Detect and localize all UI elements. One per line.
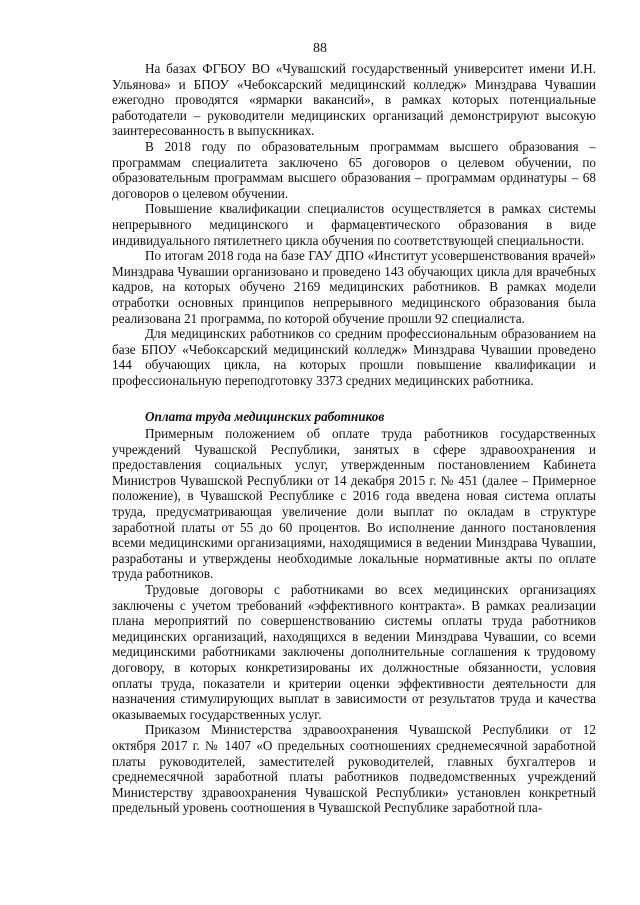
section-heading: Оплата труда медицинских работников [145,409,385,425]
paragraph-nursing-courses: Для медицинских работников со средним профессиональным образованием на базе БПОУ «Чебоксарский медицинский колледж» Минздрава Чувашии проведено 144 обучающих цикла, на которых прошли повышение квалификации и профессиональную переподготовку 3373 средних медицинских работника. [112,326,596,388]
paragraph-employment-contracts: Трудовые договоры с работниками во всех медицинских организациях заключены с учетом требований «эффективного контракта». В рамках реализации плана мероприятий по совершенствованию системы оплаты труда работников медицинских организаций, находящихся в ведении Минздрава Чувашии, со всеми медицинскими работниками заключены дополнительные соглашения к трудовому договору, в которых конкретизированы их должностные обязанности, условия оплаты труда, показатели и критерии оценки эффективности деятельности для назначения стимулирующих выплат в зависимости от результатов труда и качества оказываемых государственных услуг. [112,582,596,722]
paragraph-regulation: Примерным положением об оплате труда работников государственных учреждений Чувашской Республики, занятых в сфере здравоохранения и предоставления социальных услуг, утвержденным постановлением Кабинета Министров Чувашской Республики от 14 декабря 2015 г. № 451 (далее – Примерное положение), в Чувашской Республике с 2016 года введена новая система оплаты труда, предусматривающая увеличение доли выплат по окладам в структуре заработной платы от 55 до 60 процентов. Во исполнение данного постановления всеми медицинскими организациями, находящимися в ведении Минздрава Чувашии, разработаны и утверждены необходимые локальные нормативные акты по оплате труда работников. [112,426,596,582]
paragraph-targeted-training: В 2018 году по образовательным программам высшего образования – программам специалитета заключено 65 договоров о целевом обучении, по образовательным программам высшего образования – программам ординатуры – 68 договоров о целевом обучении. [112,138,596,201]
page-body [112,61,596,816]
paragraph-doctor-courses: По итогам 2018 года на базе ГАУ ДПО «Институт усовершенствования врачей» Минздрава Чувашии организовано и проведено 143 обучающих цикла для врачебных кадров, на которых обучено 2169 медицинских работников. В рамках модели отработки основных принципов непрерывного медицинского образования была реализована 21 программа, по которой обучение прошли 92 специалиста. [112,248,596,326]
paragraph-ministry-order: Приказом Министерства здравоохранения Чувашской Республики от 12 октября 2017 г. № 1407 «О предельных соотношениях среднемесячной заработной платы руководителей, заместителей руководителей, главных бухгалтеров и среднемесячной заработной платы работников подведомственных учреждений Министерству здравоохранения Чувашской Республики» установлен конкретный предельный уровень соотношения в Чувашской Республике заработной пла- [112,722,596,816]
paragraph-qualification: Повышение квалификации специалистов осуществляется в рамках системы непрерывного медицинского и фармацевтического образования в виде индивидуального пятилетнего цикла обучения по соответствующей специальности. [112,201,596,248]
paragraph-job-fairs: На базах ФГБОУ ВО «Чувашский государственный университет имени И.Н. Ульянова» и БПОУ «Чебоксарский медицинский колледж» Минздрава Чувашии ежегодно проводятся «ярмарки вакансий», в рамках которых потенциальные работодатели – руководители медицинских организаций демонстрируют высокую заинтересованность в выпускниках. [112,61,596,139]
page-number: 88 [313,41,327,56]
